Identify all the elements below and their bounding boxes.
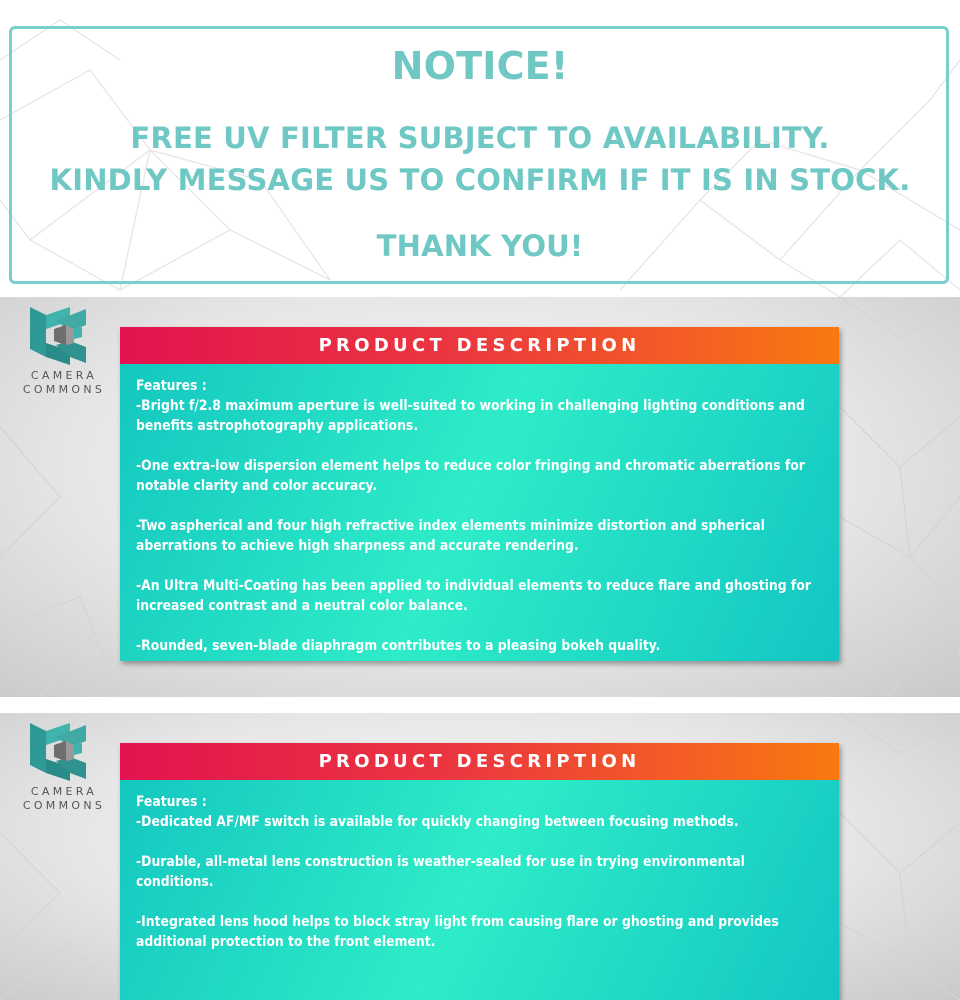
product-description-title: PRODUCT DESCRIPTION	[318, 751, 641, 772]
logo-text-commons: COMMONS	[22, 383, 106, 396]
logo-text-camera: CAMERA	[30, 369, 98, 382]
product-panel-1	[0, 297, 960, 697]
features-label: Features :	[136, 794, 207, 810]
logo-text-camera: CAMERA	[30, 785, 98, 798]
camera-commons-logo	[12, 307, 116, 397]
notice-thanks: THANK YOU!	[376, 229, 584, 263]
features-label: Features :	[136, 378, 207, 394]
feature-item: -One extra-low dispersion element helps to reduce color fringing and chromatic aberrations for notable clarity and color accuracy.	[136, 458, 805, 494]
product-panel-2	[0, 713, 960, 1000]
product-description-header	[120, 743, 839, 780]
notice-section	[0, 0, 960, 297]
feature-item: -Integrated lens hood helps to block stray light from causing flare or ghosting and provides additional protection to the front element.	[136, 914, 779, 950]
product-description-header	[120, 327, 839, 364]
product-description-card	[120, 743, 839, 1000]
notice-line-1: FREE UV FILTER SUBJECT TO AVAILABILITY.	[130, 121, 830, 155]
features-body	[120, 364, 839, 661]
logo-text-commons: COMMONS	[22, 799, 106, 812]
feature-item: -Bright f/2.8 maximum aperture is well-suited to working in challenging lighting conditions and benefits astrophotography applications.	[136, 398, 805, 434]
feature-item: -An Ultra Multi-Coating has been applied to individual elements to reduce flare and ghosting for increased contrast and a neutral color balance.	[136, 578, 811, 614]
feature-item: -Durable, all-metal lens construction is weather-sealed for use in trying environmental conditions.	[136, 854, 745, 890]
product-description-card	[120, 327, 839, 661]
camera-commons-logo	[12, 723, 116, 813]
camera-commons-logo-icon	[30, 723, 98, 781]
features-body	[120, 780, 839, 1000]
notice-line-2: KINDLY MESSAGE US TO CONFIRM IF IT IS IN STOCK.	[49, 163, 911, 197]
feature-item: -Dedicated AF/MF switch is available for quickly changing between focusing methods.	[136, 814, 739, 830]
product-description-title: PRODUCT DESCRIPTION	[318, 335, 641, 356]
feature-item: -Two aspherical and four high refractive index elements minimize distortion and spherical aberrations to achieve high sharpness and accurate rendering.	[136, 518, 765, 554]
camera-commons-logo-icon	[30, 307, 98, 365]
feature-item: -Rounded, seven-blade diaphragm contributes to a pleasing bokeh quality.	[136, 638, 661, 654]
notice-title: NOTICE!	[391, 44, 569, 88]
